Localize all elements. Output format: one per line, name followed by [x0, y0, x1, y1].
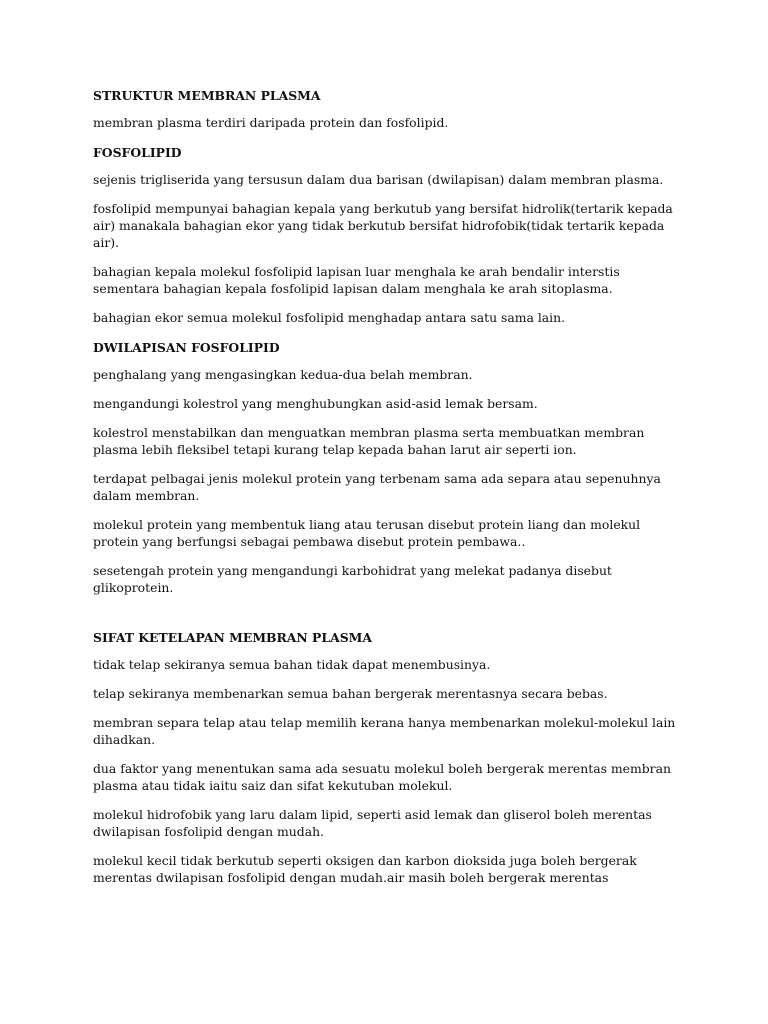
paragraph: dua faktor yang menentukan sama ada sesuatu molekul boleh bergerak merentas membran plasma atau tidak iaitu saiz dan sifat kekutuban molekul.: [93, 761, 671, 793]
section-spacer: [93, 608, 683, 628]
paragraph: bahagian ekor semua molekul fosfolipid menghadap antara satu sama lain.: [93, 310, 566, 325]
paragraph: molekul protein yang membentuk liang atau terusan disebut protein liang dan molekul protein yang berfungsi sebagai pembawa disebut protein pembawa..: [93, 517, 641, 549]
paragraph: membran separa telap atau telap memilih kerana hanya membenarkan molekul-molekul lain dihadkan.: [93, 715, 676, 747]
paragraph: sejenis trigliserida yang tersusun dalam dua barisan (dwilapisan) dalam membran plasma.: [93, 172, 664, 187]
paragraph: membran plasma terdiri daripada protein dan fosfolipid.: [93, 115, 449, 130]
paragraph: molekul kecil tidak berkutub seperti oksigen dan karbon dioksida juga boleh bergerak merentas dwilapisan fosfolipid dengan mudah.air masih boleh bergerak merentas: [93, 853, 637, 885]
paragraph: bahagian kepala molekul fosfolipid lapisan luar menghala ke arah bendalir interstis sementara bahagian kepala fosfolipid lapisan dalam menghala ke arah sitoplasma.: [93, 264, 620, 296]
section-heading: STRUKTUR MEMBRAN PLASMA: [93, 88, 321, 103]
paragraph: penghalang yang mengasingkan kedua-dua belah membran.: [93, 367, 473, 382]
paragraph: telap sekiranya membenarkan semua bahan bergerak merentasnya secara bebas.: [93, 686, 608, 701]
paragraph: mengandungi kolestrol yang menghubungkan asid-asid lemak bersam.: [93, 396, 538, 411]
paragraph: tidak telap sekiranya semua bahan tidak dapat menembusinya.: [93, 657, 491, 672]
section-heading: DWILAPISAN FOSFOLIPID: [93, 340, 280, 355]
paragraph: sesetengah protein yang mengandungi karbohidrat yang melekat padanya disebut glikoprotein.: [93, 563, 612, 595]
section-heading: SIFAT KETELAPAN MEMBRAN PLASMA: [93, 630, 372, 645]
paragraph: kolestrol menstabilkan dan menguatkan membran plasma serta membuatkan membran plasma lebih fleksibel tetapi kurang telap kepada bahan larut air seperti ion.: [93, 425, 645, 457]
paragraph: terdapat pelbagai jenis molekul protein yang terbenam sama ada separa atau sepenuhnya dalam membran.: [93, 471, 661, 503]
paragraph: molekul hidrofobik yang laru dalam lipid, seperti asid lemak dan gliserol boleh merentas dwilapisan fosfolipid dengan mudah.: [93, 807, 652, 839]
document-page: [93, 86, 683, 898]
paragraph: fosfolipid mempunyai bahagian kepala yang berkutub yang bersifat hidrolik(tertarik kepada air) manakala bahagian ekor yang tidak berkutub bersifat hidrofobik(tidak tertarik kepada air).: [93, 201, 673, 250]
section-heading: FOSFOLIPID: [93, 145, 182, 160]
